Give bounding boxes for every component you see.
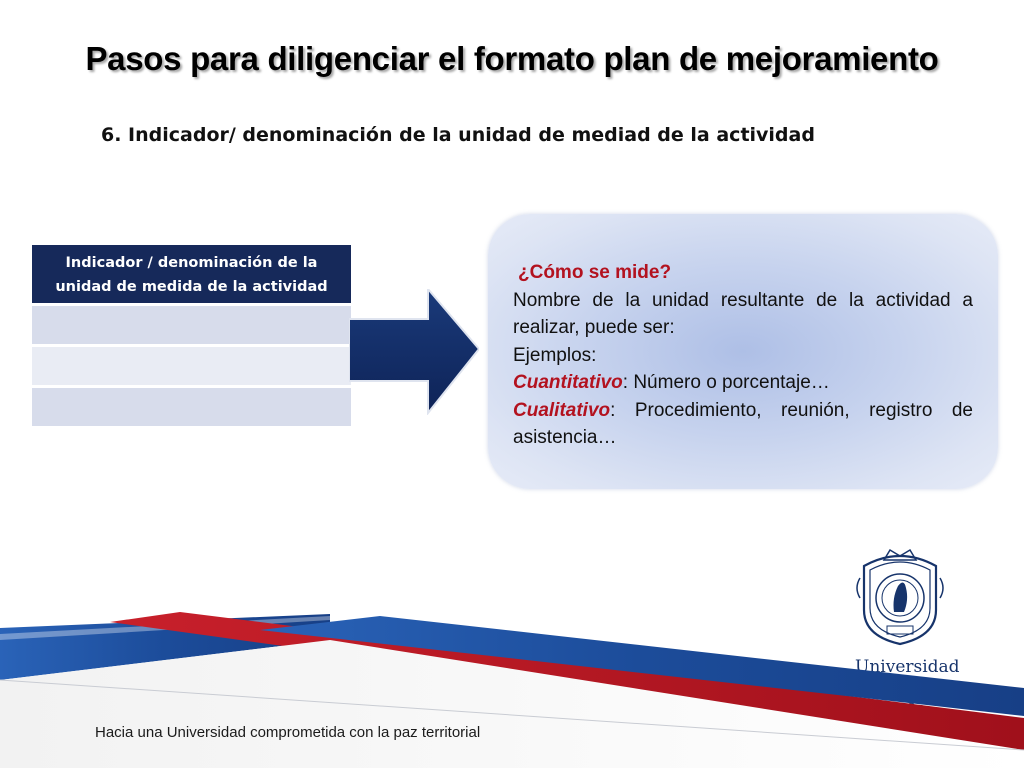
table-row — [32, 347, 351, 385]
quantitative-example — [513, 369, 973, 397]
table-row — [32, 306, 351, 344]
university-name-line-1: Universidad — [855, 657, 960, 677]
qualitative-example — [513, 397, 973, 452]
how-measured-question: ¿Cómo se mide? — [518, 262, 672, 283]
how-measured-box — [488, 214, 998, 489]
slide-subtitle: 6. Indicador/ denominación de la unidad de mediad de la actividad — [101, 124, 815, 146]
qualitative-text: : Procedimiento, reunión, registro de asistencia… — [513, 399, 973, 448]
header-line-2: unidad de medida de la actividad — [55, 279, 328, 295]
footer-slogan: Hacia una Universidad comprometida con la paz territorial — [95, 724, 481, 741]
footer-stripes — [0, 600, 1024, 768]
indicator-table — [32, 245, 351, 426]
indicator-table-header — [32, 245, 351, 303]
definition-text: Nombre de la unidad resultante de la actividad a realizar, puede ser: — [513, 289, 973, 338]
slide-title: Pasos para diligenciar el formato plan de mejoramiento — [85, 40, 939, 77]
right-arrow-icon — [349, 289, 479, 415]
header-line-1: Indicador / denominación de la — [65, 255, 318, 271]
examples-label: Ejemplos: — [513, 344, 597, 366]
quantitative-label: Cuantitativo — [513, 372, 623, 393]
table-row — [32, 388, 351, 426]
qualitative-label: Cualitativo — [513, 399, 611, 421]
how-measured-content — [513, 259, 973, 452]
quantitative-text: : Número o porcentaje… — [622, 372, 830, 393]
